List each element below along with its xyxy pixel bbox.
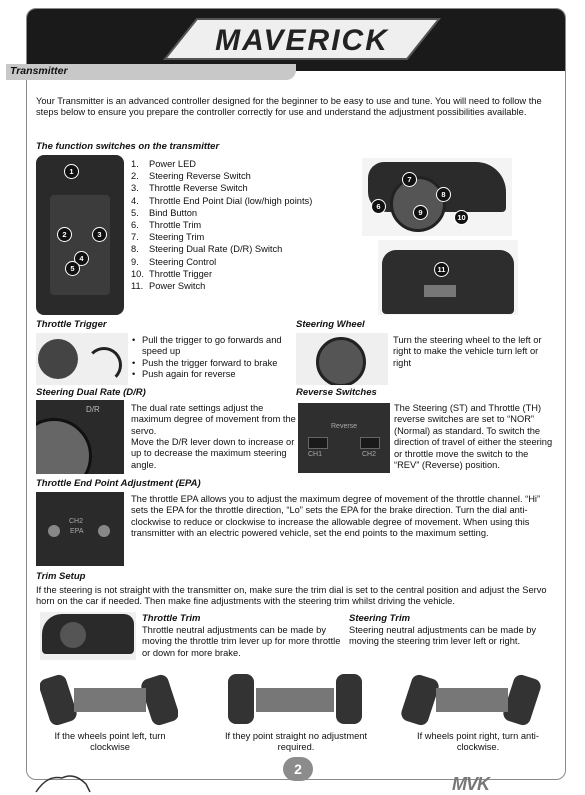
epa-text: The throttle EPA allows you to adjust the maximum degree of movement of the throttle channel. “Hi” sets the EPA for the throttle direction, “Lo” sets the EPA for the brake direction. Turn the dial anti-clockwise to reduce or clockwise to increase the allowable degree of movement. When using this transmitter with an electric powered vehicle, set the end points to the maximum setting. xyxy=(131,494,541,539)
transmitter-back-image xyxy=(378,240,518,315)
reverse-text: The Steering (ST) and Throttle (TH) reverse switches are set to “NOR” (Normal) as standard. To switch the direction of travel of either the steering or throttle move the switch to the “REV” (Reverse) position. xyxy=(394,403,553,471)
list-item: 7. Steering Trim xyxy=(131,232,205,243)
list-item: 11. Power Switch xyxy=(131,281,206,292)
throttle-trigger-list xyxy=(132,335,294,381)
callout-7: 7 xyxy=(402,172,417,187)
list-item: 2. Steering Reverse Switch xyxy=(131,171,251,182)
trim-text: If the steering is not straight with the transmitter on, make sure the trim dial is set to the central position and adjust the Servo horn on the car if needed. Then make fine adjustments with the steering trim whilst driving the vehicle. xyxy=(36,585,547,607)
callout-2: 2 xyxy=(57,227,72,242)
epa-heading: Throttle End Point Adjustment (EPA) xyxy=(36,478,201,489)
dual-rate-text-1: The dual rate settings adjust the maximum degree of movement from the servo. xyxy=(131,403,296,436)
list-item: 8. Steering Dual Rate (D/R) Switch xyxy=(131,244,283,255)
car-center-image xyxy=(226,664,364,728)
list-item: 4. Throttle End Point Dial (low/high points) xyxy=(131,195,313,206)
reverse-label: Reverse xyxy=(331,423,358,430)
header-banner xyxy=(27,9,565,71)
list-item: 10. Throttle Trigger xyxy=(131,268,213,279)
caption-left: If the wheels point left, turn clockwise xyxy=(54,731,166,753)
steering-wheel-image xyxy=(296,333,388,385)
car-right-image xyxy=(400,664,542,728)
callout-10: 10 xyxy=(454,210,469,225)
callout-6: 6 xyxy=(371,199,386,214)
transmitter-front-image xyxy=(36,155,124,315)
transmitter-side-image xyxy=(362,158,512,236)
epa-ch2-label: CH2 xyxy=(69,518,84,525)
reverse-heading: Reverse Switches xyxy=(296,387,377,398)
list-item: 1. Power LED xyxy=(131,159,197,169)
caption-center: If they point straight no adjustment required. xyxy=(224,731,368,753)
car-left-image xyxy=(40,664,178,728)
dual-rate-image xyxy=(36,400,124,474)
section-tab xyxy=(6,64,296,80)
trim-heading: Trim Setup xyxy=(36,571,86,582)
throttle-trim-heading: Throttle Trim xyxy=(142,613,201,624)
footer-logo: MVK xyxy=(452,774,489,794)
steering-wheel-text: Turn the steering wheel to the left or right to make the vehicle turn left or right xyxy=(393,335,542,368)
section-title: Transmitter xyxy=(10,65,68,77)
trim-image xyxy=(40,612,136,660)
throttle-trim-text: Throttle neutral adjustments can be made by moving the throttle trim lever up for more throttle or down for more brake. xyxy=(142,625,341,658)
ch2-label: CH2 xyxy=(362,451,377,458)
epa-image xyxy=(36,492,124,566)
dr-label: D/R xyxy=(86,405,100,414)
ch1-label: CH1 xyxy=(308,451,323,458)
throttle-trigger-image xyxy=(36,333,128,385)
mascot-logo xyxy=(34,772,94,793)
callout-4: 4 xyxy=(74,251,89,266)
list-item: 6. Throttle Trim xyxy=(131,220,202,231)
steering-trim-heading: Steering Trim xyxy=(349,613,411,624)
dual-rate-heading: Steering Dual Rate (D/R) xyxy=(36,387,146,398)
callout-9: 9 xyxy=(413,205,428,220)
page-number: 2 xyxy=(283,757,313,781)
list-item: 9. Steering Control xyxy=(131,256,217,267)
reverse-switches-image xyxy=(298,403,390,473)
svg-text:MAVERICK: MAVERICK xyxy=(215,24,389,57)
maverick-logo xyxy=(157,15,447,65)
callout-1: 1 xyxy=(64,164,79,179)
list-item: • Pull the trigger to go forwards and speed up xyxy=(132,335,294,358)
throttle-trigger-heading: Throttle Trigger xyxy=(36,319,107,330)
caption-right: If wheels point right, turn anti-clockwise. xyxy=(417,731,539,753)
functions-heading: The function switches on the transmitter xyxy=(36,141,220,152)
steering-trim-text: Steering neutral adjustments can be made by moving the steering trim lever left or right. xyxy=(349,625,537,647)
callout-5: 5 xyxy=(65,261,80,276)
intro-text: Your Transmitter is an advanced controller designed for the beginner to be easy to use and tune. You will need to follow the steps below to ensure you prepare the controller correctly for use and understand the adjustment possibilities available. xyxy=(36,96,542,118)
list-item: 5. Bind Button xyxy=(131,207,198,218)
callout-8: 8 xyxy=(436,187,451,202)
list-item: • Push again for reverse xyxy=(132,369,294,380)
steering-wheel-heading: Steering Wheel xyxy=(296,319,365,330)
callout-3: 3 xyxy=(92,227,107,242)
list-item: • Push the trigger forward to brake xyxy=(132,358,294,369)
list-item: 3. Throttle Reverse Switch xyxy=(131,183,248,194)
dual-rate-text-2: Move the D/R lever down to increase or up to decrease the maximum steering angle. xyxy=(131,437,295,470)
epa-label: EPA xyxy=(70,528,84,535)
callout-11: 11 xyxy=(434,262,449,277)
functions-list xyxy=(131,158,351,292)
